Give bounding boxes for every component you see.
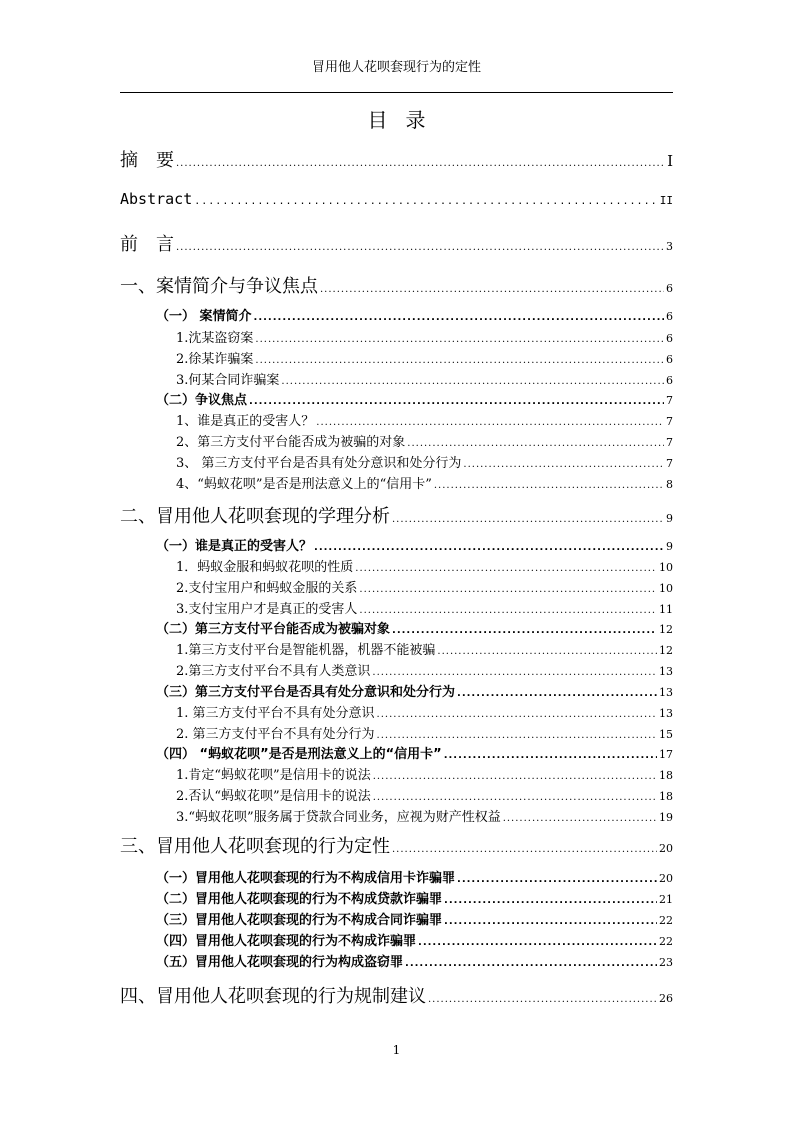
toc-entry[interactable] [176, 702, 673, 721]
toc-leader [320, 276, 664, 297]
toc-entry[interactable] [176, 723, 673, 742]
toc-entry-page: 11 [659, 603, 673, 616]
toc-entry-page: 3 [666, 240, 673, 253]
toc-entry-page: 6 [666, 353, 673, 366]
toc-entry-page: 10 [659, 561, 673, 574]
toc-entry-page: 19 [659, 811, 673, 824]
toc-leader [434, 477, 664, 492]
toc-entry-label: 1.沈某盗窃案 [176, 331, 254, 346]
toc-entry-label: 3.支付宝用户才是真正的受害人 [176, 602, 358, 617]
toc-entry[interactable] [120, 832, 673, 858]
toc-entry[interactable] [120, 982, 673, 1008]
page-number: 1 [392, 1043, 401, 1057]
toc-leader [392, 622, 657, 637]
toc-leader [314, 539, 664, 554]
toc-entry-label: （一）谁是真正的受害人？ [156, 539, 313, 554]
toc-entry-label: （二）冒用他人花呗套现的行为不构成贷款诈骗罪 [156, 892, 443, 907]
toc-entry-label: （五）冒用他人花呗套现的行为构成盗窃罪 [156, 955, 404, 970]
toc-leader [355, 560, 657, 575]
toc-entry-page: 12 [659, 623, 673, 636]
toc-entry[interactable] [176, 410, 673, 429]
toc-entry-page: I [667, 152, 673, 170]
toc-entry[interactable] [176, 639, 673, 658]
toc-entry-label: 四、冒用他人花呗套现的行为规制建议 [120, 986, 426, 1007]
toc-leader [377, 706, 657, 721]
toc-entry[interactable] [176, 431, 673, 450]
toc-entry[interactable] [176, 806, 673, 825]
toc-entry-page: 6 [666, 374, 673, 387]
toc-leader [428, 986, 657, 1007]
toc-entry-label: （二）争议焦点 [156, 393, 248, 408]
toc-entry-label: （三）冒用他人花呗套现的行为不构成合同诈骗罪 [156, 913, 443, 928]
toc-entry-label: 2.第三方支付平台不具有人类意识 [176, 664, 371, 679]
toc-entry-page: 13 [659, 686, 673, 699]
toc-entry-label: 摘 要 [120, 150, 174, 171]
toc-leader [316, 414, 664, 429]
toc-entry[interactable] [156, 909, 673, 928]
toc-entry-page: 15 [659, 728, 673, 741]
toc-leader [194, 190, 658, 208]
toc-entry-label: Abstract [120, 190, 193, 208]
toc-leader [503, 810, 657, 825]
toc-leader [377, 727, 657, 742]
toc-leader [359, 581, 657, 596]
toc-entry-page: 22 [659, 935, 673, 948]
toc-entry-label: 1. 第三方支付平台不具有处分意识 [176, 706, 375, 721]
toc-leader [373, 768, 657, 783]
toc-entry[interactable] [176, 785, 673, 804]
toc-leader [437, 643, 657, 658]
toc-leader [359, 602, 657, 617]
toc-entry[interactable] [156, 305, 673, 324]
toc-entry-page: 13 [659, 707, 673, 720]
toc-entry-label: 1.第三方支付平台是智能机器，机器不能被骗 [176, 643, 436, 658]
toc-entry-label: 一、案情简介与争议焦点 [120, 276, 318, 297]
toc-entry[interactable] [156, 681, 673, 700]
toc-entry-label: （一） 案情简介 [156, 309, 252, 324]
toc-entry-page: 17 [659, 748, 673, 761]
toc-entry-page: 26 [659, 992, 673, 1005]
toc-entry-page: 7 [666, 436, 673, 449]
toc-leader [372, 664, 657, 679]
toc-entry-page: 7 [666, 394, 673, 407]
toc-entry[interactable] [120, 272, 673, 298]
toc-entry[interactable] [120, 146, 673, 172]
toc-entry-page: 6 [666, 332, 673, 345]
toc-entry[interactable] [156, 867, 673, 886]
toc-entry-page: 23 [659, 956, 673, 969]
toc-entry-label: 2.否认“蚂蚁花呗”是信用卡的说法 [176, 789, 371, 804]
toc-entry-page: 13 [659, 665, 673, 678]
toc-entry[interactable] [176, 598, 673, 617]
toc-leader [281, 373, 664, 388]
toc-entry-label: 2、第三方支付平台能否成为被骗的对象 [176, 435, 406, 450]
toc-entry-page: 21 [659, 893, 673, 906]
toc-entry-label: 1.肯定“蚂蚁花呗”是信用卡的说法 [176, 768, 371, 783]
toc-entry-page: 6 [666, 282, 673, 295]
toc-leader [176, 234, 664, 255]
toc-entry-label: （四） “蚂蚁花呗”是否是刑法意义上的“信用卡” [156, 747, 442, 762]
toc-leader [463, 456, 664, 471]
toc-leader [407, 435, 664, 450]
toc-leader [444, 747, 657, 762]
toc-entry-label: （四）冒用他人花呗套现的行为不构成诈骗罪 [156, 934, 417, 949]
toc-entry[interactable] [176, 660, 673, 679]
toc-entry[interactable] [176, 764, 673, 783]
toc-entry-label: （一）冒用他人花呗套现的行为不构成信用卡诈骗罪 [156, 871, 456, 886]
toc-leader [444, 892, 657, 907]
toc-leader [373, 789, 657, 804]
toc-entry-label: 4、“蚂蚁花呗”是否是刑法意义上的“信用卡” [176, 477, 432, 492]
toc-entry-label: 2.支付宝用户和蚂蚁金服的关系 [176, 581, 358, 596]
toc-leader [444, 913, 657, 928]
toc-entry-page: 18 [659, 790, 673, 803]
toc-entry-page: 22 [659, 914, 673, 927]
toc-entry-page: 18 [659, 769, 673, 782]
toc-leader [392, 506, 664, 527]
toc-entry-label: 前 言 [120, 234, 174, 255]
toc-leader [457, 871, 657, 886]
toc-leader [457, 685, 657, 700]
toc-leader [255, 352, 664, 367]
toc-leader [392, 836, 657, 857]
toc-entry-label: 2.徐某诈骗案 [176, 352, 254, 367]
toc-entry[interactable] [156, 888, 673, 907]
toc-entry-page: 9 [666, 540, 673, 553]
toc-entry-page: 20 [659, 872, 673, 885]
toc-entry-label: 二、冒用他人花呗套现的学理分析 [120, 506, 390, 527]
toc-entry-page: 7 [666, 415, 673, 428]
toc-entry-label: 1、谁是真正的受害人？ [176, 414, 315, 429]
toc-entry-page: II [659, 194, 673, 207]
toc-entry[interactable] [156, 951, 673, 970]
toc-entry[interactable] [120, 230, 673, 256]
toc-entry[interactable] [120, 502, 673, 528]
toc-leader [249, 393, 664, 408]
toc-entry[interactable] [176, 452, 673, 471]
toc-entry-page: 10 [659, 582, 673, 595]
toc-entry-label: 3.何某合同诈骗案 [176, 373, 280, 388]
toc-entry-page: 6 [666, 310, 673, 323]
toc-entry[interactable] [156, 743, 673, 762]
toc-entry[interactable] [156, 389, 673, 408]
toc-leader [176, 150, 665, 171]
toc-entry[interactable] [176, 473, 673, 492]
toc-leader [405, 955, 657, 970]
toc-title: 目录 [367, 108, 444, 132]
toc-entry-page: 9 [666, 512, 673, 525]
toc-entry[interactable] [176, 369, 673, 388]
toc-entry-label: 2. 第三方支付平台不具有处分行为 [176, 727, 375, 742]
header-divider [120, 92, 673, 93]
toc-entry-page: 7 [666, 457, 673, 470]
toc-entry-label: （二）第三方支付平台能否成为被骗对象 [156, 622, 391, 637]
toc-entry-label: （三）第三方支付平台是否具有处分意识和处分行为 [156, 685, 456, 700]
toc-leader [254, 309, 664, 324]
toc-entry-page: 20 [659, 842, 673, 855]
toc-entry-page: 12 [659, 644, 673, 657]
toc-entry-label: 3、 第三方支付平台是否具有处分意识和处分行为 [176, 456, 462, 471]
toc-entry[interactable] [176, 348, 673, 367]
toc-leader [418, 934, 657, 949]
toc-entry[interactable] [176, 327, 673, 346]
toc-entry-page: 8 [666, 478, 673, 491]
running-header: 冒用他人花呗套现行为的定性 [311, 60, 481, 75]
toc-entry[interactable] [156, 930, 673, 949]
toc-entry[interactable] [176, 577, 673, 596]
toc-entry-label: 3.“蚂蚁花呗”服务属于贷款合同业务，应视为财产性权益 [176, 810, 501, 825]
toc-entry[interactable] [156, 618, 673, 637]
toc-leader [255, 331, 664, 346]
toc-entry-label: 三、冒用他人花呗套现的行为定性 [120, 836, 390, 857]
toc-entry[interactable] [176, 556, 673, 575]
toc-entry[interactable] [156, 535, 673, 554]
toc-entry[interactable] [120, 190, 673, 208]
toc-entry-label: 1．蚂蚁金服和蚂蚁花呗的性质 [176, 560, 354, 575]
